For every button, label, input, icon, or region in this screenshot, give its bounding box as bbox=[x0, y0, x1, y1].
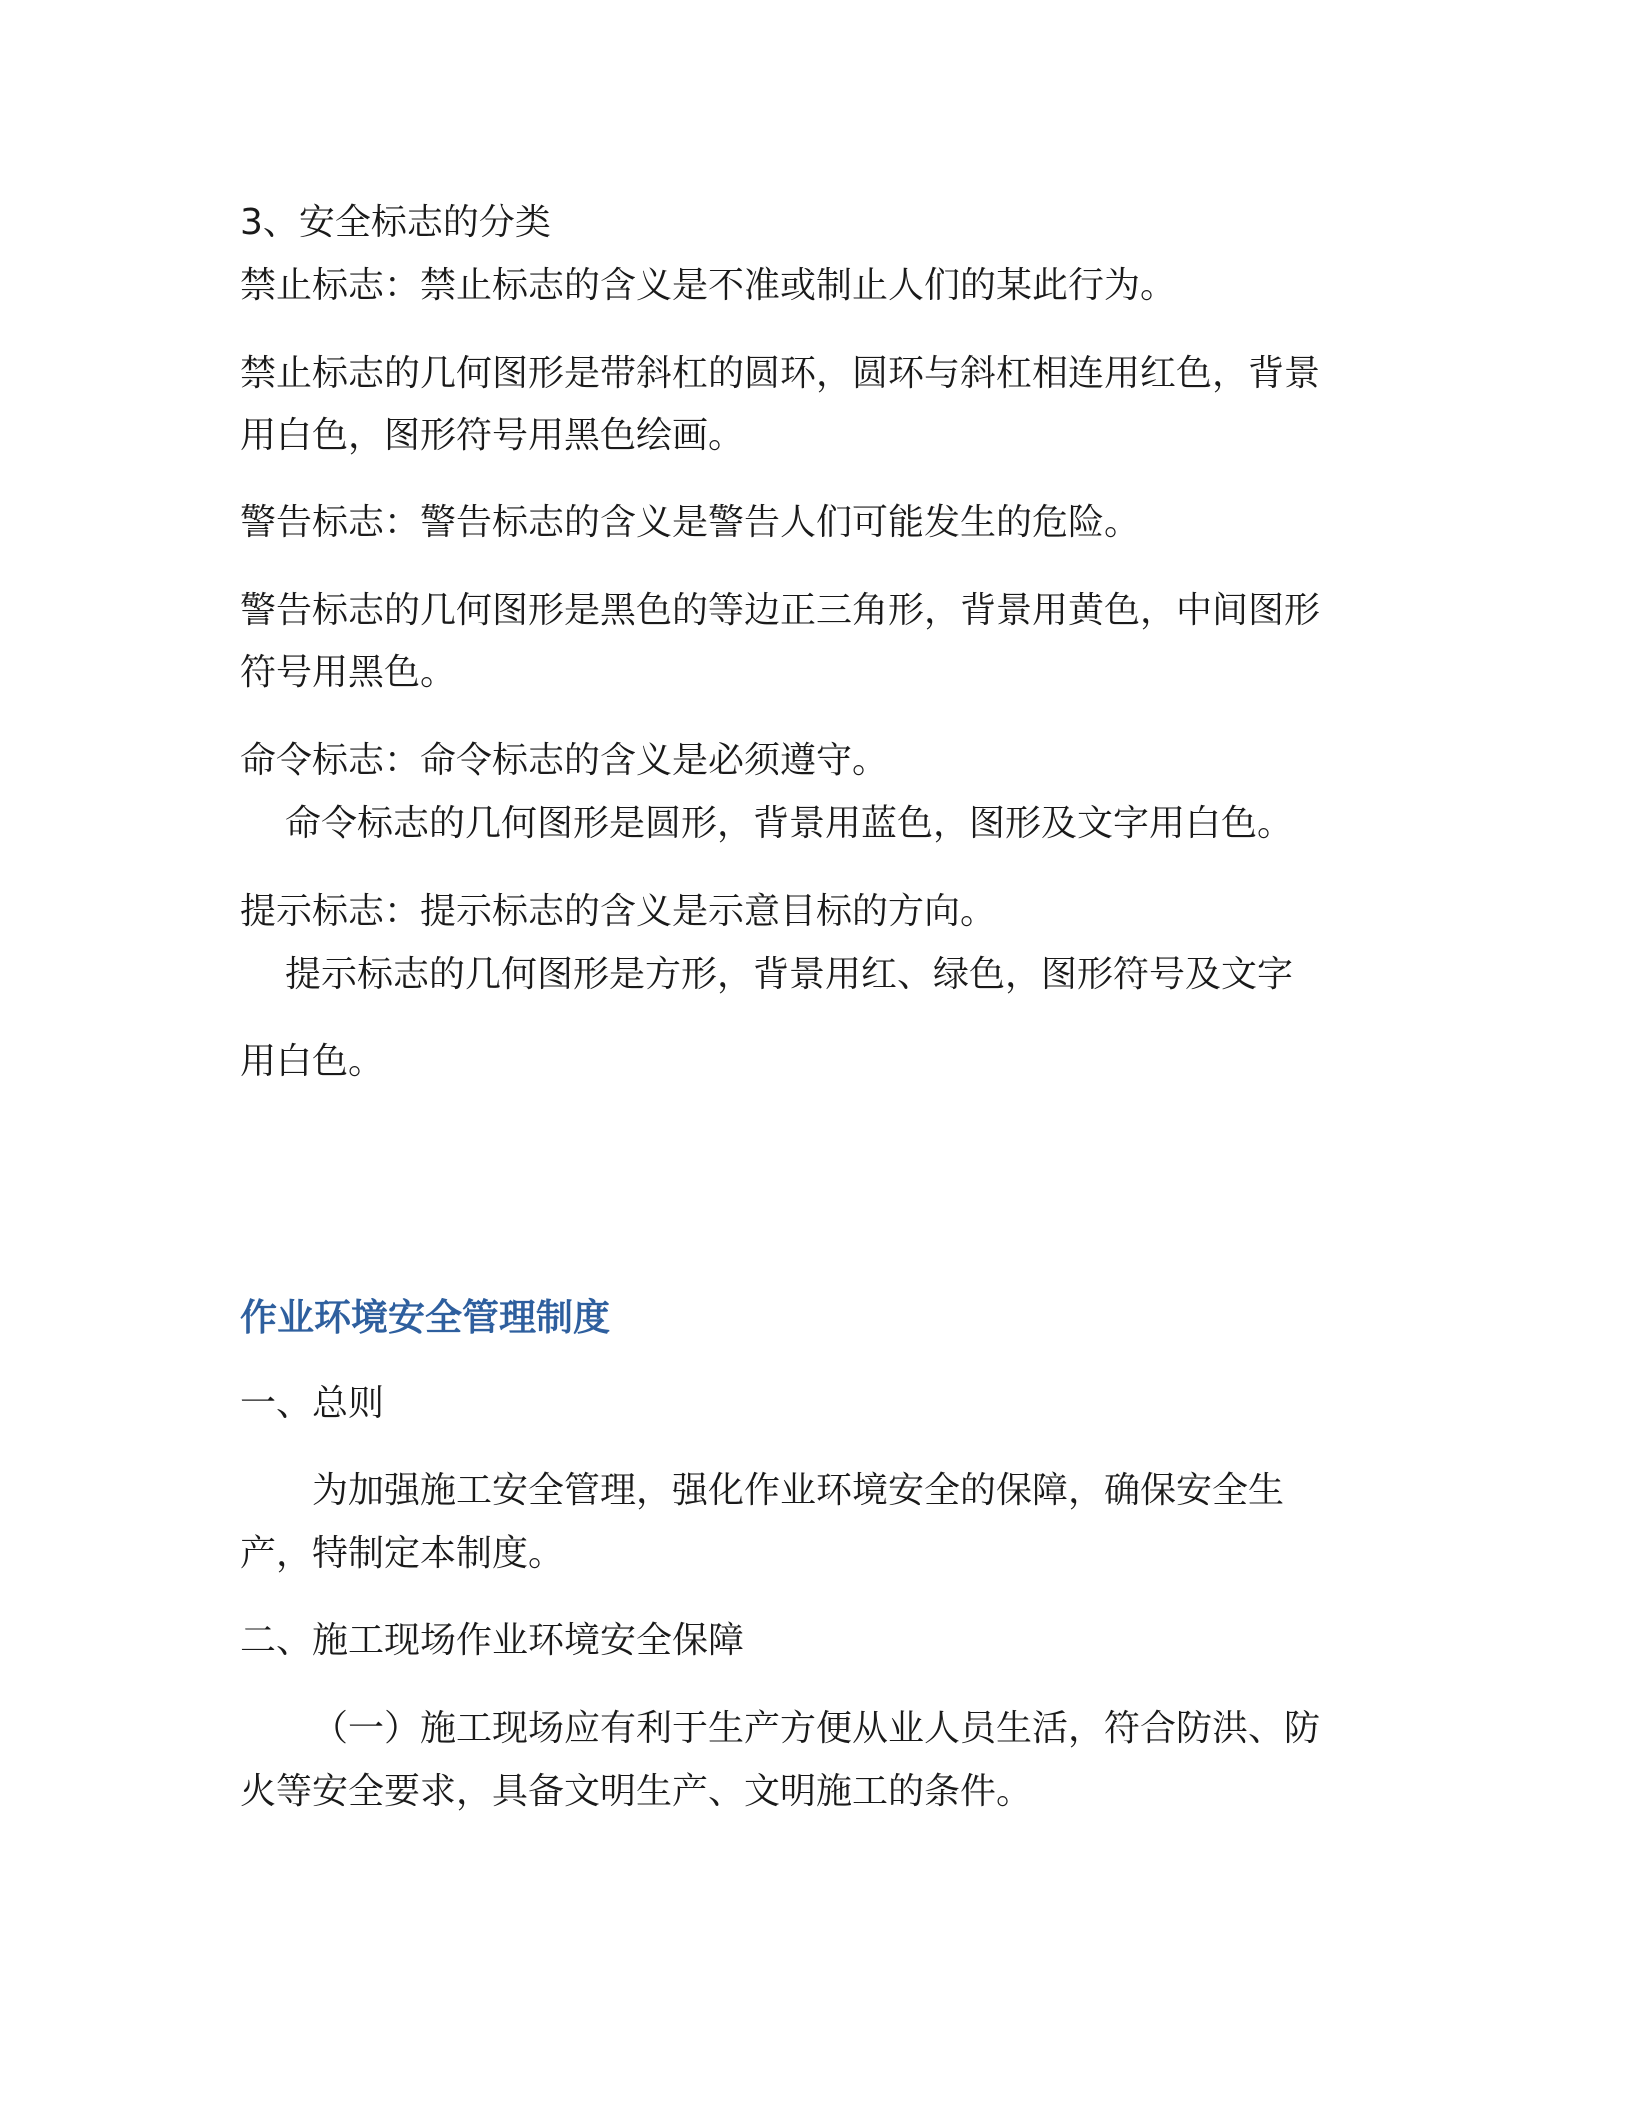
section-heading-work-environment-safety: 作业环境安全管理制度 bbox=[240, 1296, 610, 1339]
site-safety-item-1-line-2: 火等安全要求，具备文明生产、文明施工的条件。 bbox=[240, 1771, 1033, 1812]
prohibition-sign-shape-line-2: 用白色，图形符号用黑色绘画。 bbox=[240, 415, 745, 456]
prohibition-sign-shape-line-1: 禁止标志的几何图形是带斜杠的圆环，圆环与斜杠相连用红色，背景 bbox=[240, 353, 1321, 394]
warning-sign-definition: 警告标志：警告标志的含义是警告人们可能发生的危险。 bbox=[240, 502, 1141, 543]
prompt-sign-definition: 提示标志：提示标志的含义是示意目标的方向。 bbox=[240, 891, 997, 932]
prompt-sign-shape-line-1: 提示标志的几何图形是方形，背景用红、绿色，图形符号及文字 bbox=[285, 954, 1294, 995]
general-provisions-line-2: 产，特制定本制度。 bbox=[240, 1533, 565, 1574]
prompt-sign-shape-line-2: 用白色。 bbox=[240, 1041, 385, 1082]
warning-sign-shape-line-2: 符号用黑色。 bbox=[240, 652, 457, 693]
command-sign-shape: 命令标志的几何图形是圆形，背景用蓝色，图形及文字用白色。 bbox=[285, 803, 1294, 844]
section-title-sign-classification: 3、安全标志的分类 bbox=[240, 202, 551, 243]
prohibition-sign-definition: 禁止标志：禁止标志的含义是不准或制止人们的某此行为。 bbox=[240, 265, 1177, 306]
site-safety-title: 二、施工现场作业环境安全保障 bbox=[240, 1620, 745, 1661]
warning-sign-shape-line-1: 警告标志的几何图形是黑色的等边正三角形，背景用黄色，中间图形 bbox=[240, 590, 1321, 631]
command-sign-definition: 命令标志：命令标志的含义是必须遵守。 bbox=[240, 740, 889, 781]
general-provisions-title: 一、总则 bbox=[240, 1383, 385, 1424]
general-provisions-line-1: 为加强施工安全管理，强化作业环境安全的保障，确保安全生 bbox=[312, 1470, 1285, 1511]
site-safety-item-1-line-1: （一）施工现场应有利于生产方便从业人员生活，符合防洪、防 bbox=[312, 1708, 1321, 1749]
